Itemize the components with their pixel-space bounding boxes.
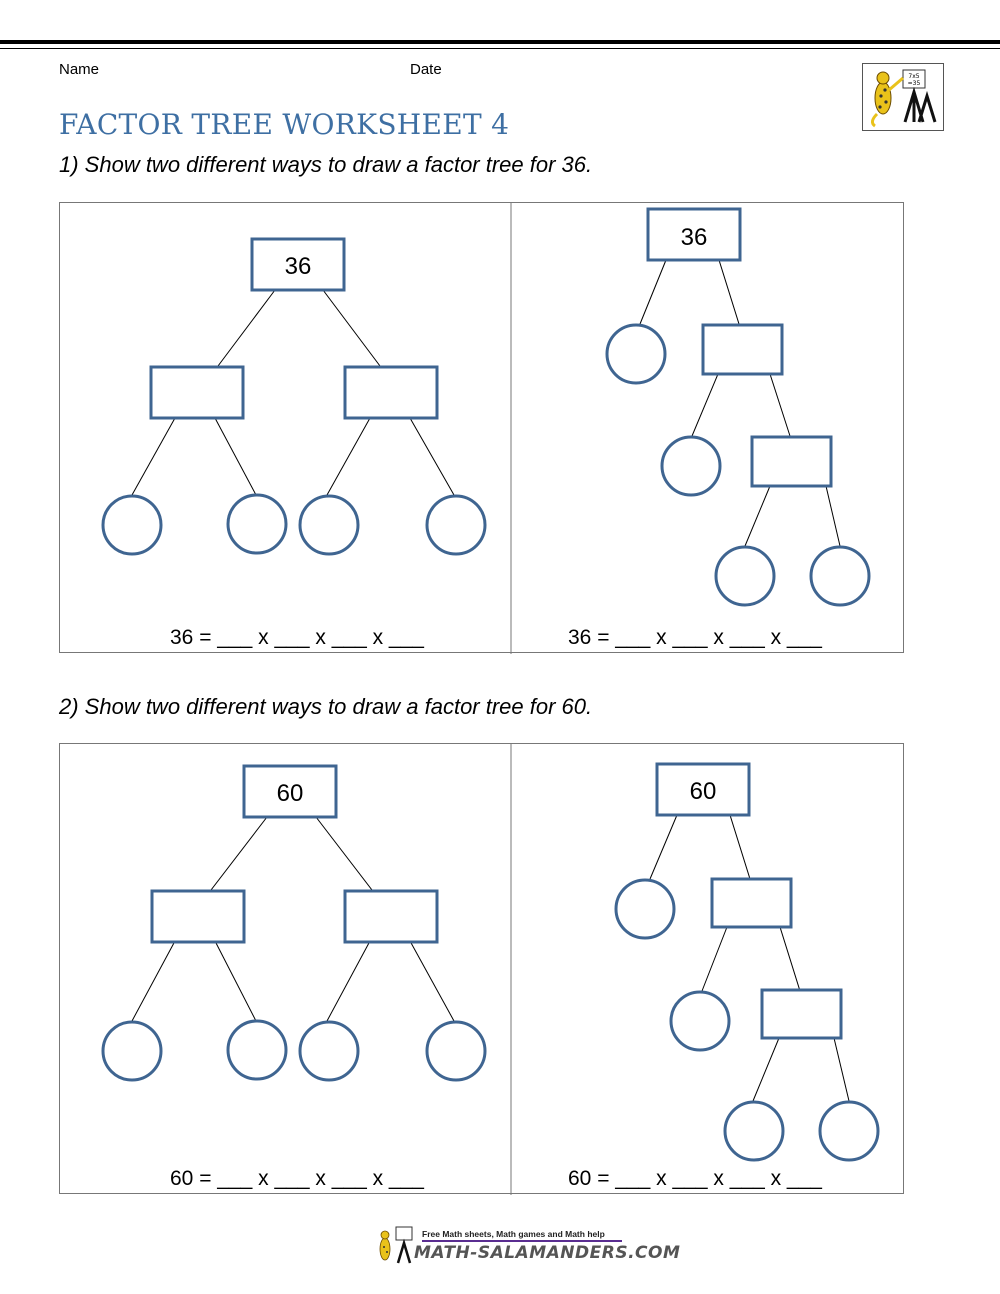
footer-tagline: Free Math sheets, Math games and Math help <box>422 1229 605 1239</box>
q1-left-circle-3 <box>300 496 358 554</box>
q2-right-circle-2 <box>671 992 729 1050</box>
q1-left-circle-2 <box>228 495 286 553</box>
question-1-trees <box>60 203 905 654</box>
q2-left-factor-box-a <box>152 891 244 942</box>
q1-right-circle-3 <box>716 547 774 605</box>
q2-left-circle-4 <box>427 1022 485 1080</box>
question-2-prompt: 2) Show two different ways to draw a factor tree for 60. <box>59 694 593 719</box>
date-label: Date <box>410 61 442 78</box>
q1-left-factor-box-a <box>151 367 243 418</box>
q1-right-circle-4 <box>811 547 869 605</box>
footer-site-name: MATH-SALAMANDERS.COM <box>414 1243 681 1263</box>
q1-right-factor-box-b <box>752 437 831 486</box>
q2-right-factor-box-a <box>712 879 791 927</box>
footer-divider <box>422 1240 622 1242</box>
q2-right-root-number: 60 <box>689 778 717 805</box>
logo-text-bottom: =35 <box>907 80 921 87</box>
q2-left-equation: 60 = ___ x ___ x ___ x ___ <box>170 1167 424 1190</box>
logo-text-top: 7x5 <box>908 73 920 80</box>
question-2-trees <box>60 744 905 1195</box>
q2-right-circle-4 <box>820 1102 878 1160</box>
top-rule-thin <box>0 48 1000 49</box>
question-1-prompt: 1) Show two different ways to draw a factor tree for 36. <box>59 152 593 177</box>
q2-left-circle-2 <box>228 1021 286 1079</box>
question-1-panel <box>59 202 904 653</box>
q2-right-circle-3 <box>725 1102 783 1160</box>
question-2-panel <box>59 743 904 1194</box>
q2-right-circle-1 <box>616 880 674 938</box>
worksheet-title: FACTOR TREE WORKSHEET 4 <box>59 108 510 141</box>
q1-left-factor-box-b <box>345 367 437 418</box>
q1-right-factor-box-a <box>703 325 782 374</box>
q1-left-circle-4 <box>427 496 485 554</box>
q1-right-root-number: 36 <box>680 224 708 251</box>
q2-left-factor-box-b <box>345 891 437 942</box>
q1-left-circle-1 <box>103 496 161 554</box>
q1-left-root-number: 36 <box>284 253 312 280</box>
q2-left-circle-1 <box>103 1022 161 1080</box>
footer-salamander-icon <box>374 1225 418 1267</box>
q2-right-equation: 60 = ___ x ___ x ___ x ___ <box>568 1167 822 1190</box>
q2-left-circle-3 <box>300 1022 358 1080</box>
q1-right-circle-2 <box>662 437 720 495</box>
q1-left-equation: 36 = ___ x ___ x ___ x ___ <box>170 626 424 649</box>
salamander-logo <box>862 63 944 131</box>
footer-logo <box>374 1225 681 1267</box>
q2-right-factor-box-b <box>762 990 841 1038</box>
top-rule-thick <box>0 40 1000 44</box>
name-label: Name <box>59 61 100 78</box>
q2-left-root-number: 60 <box>276 780 304 807</box>
q1-right-equation: 36 = ___ x ___ x ___ x ___ <box>568 626 822 649</box>
q1-right-circle-1 <box>607 325 665 383</box>
